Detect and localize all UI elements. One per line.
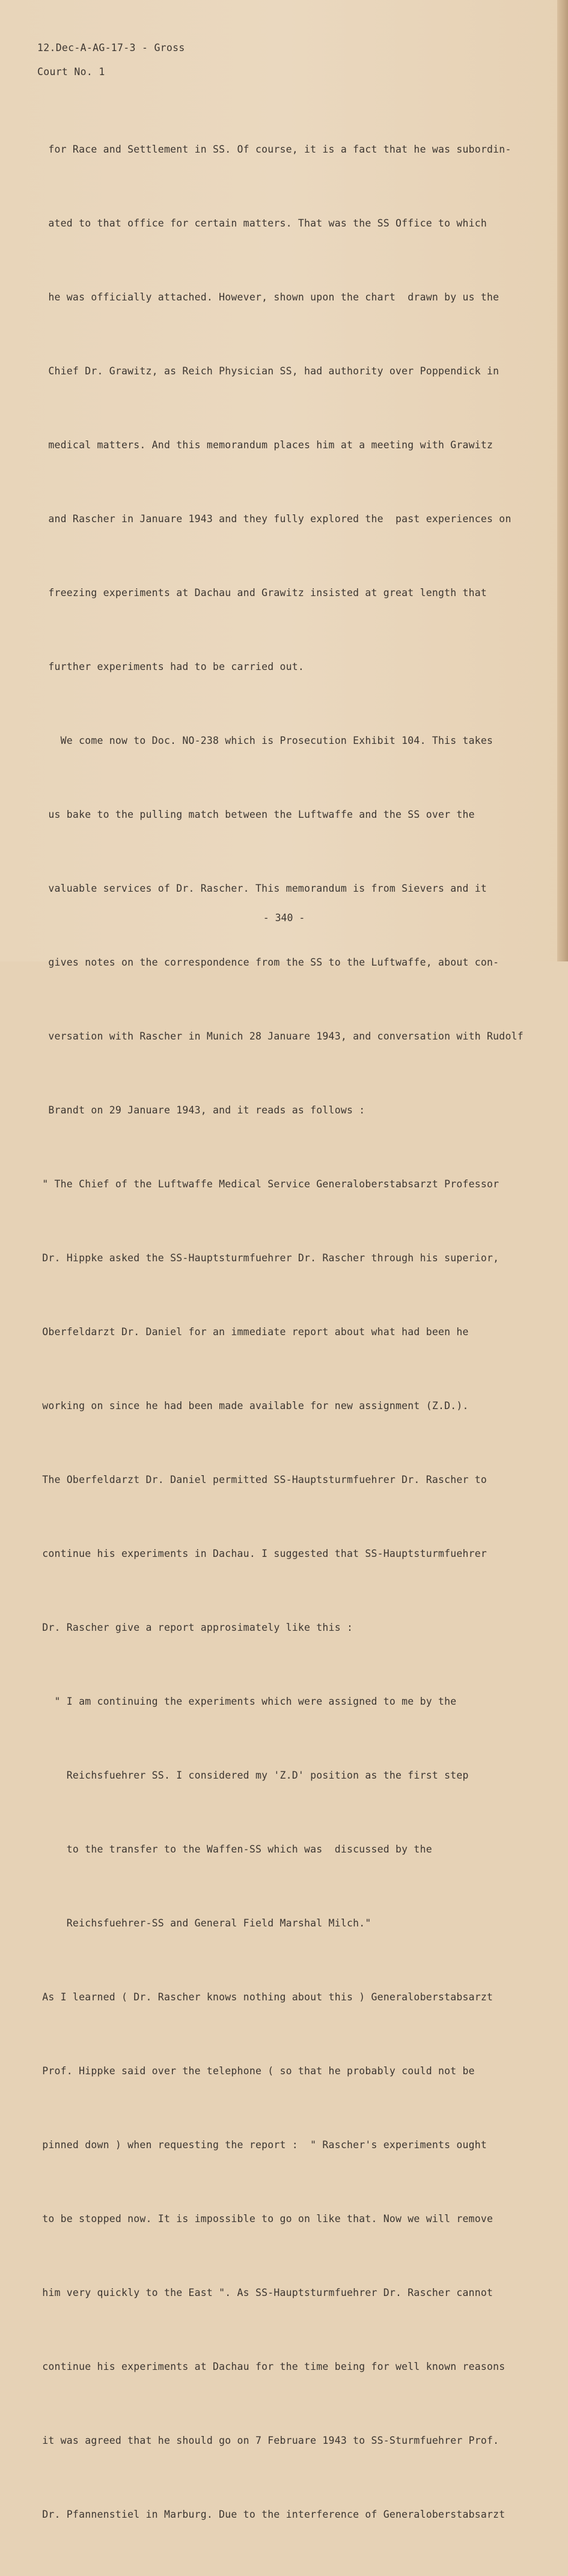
- text-line: freezing experiments at Dachau and Grawitz insisted at great length that: [30, 587, 487, 598]
- text-line: Dr. Pfannenstiel in Marburg. Due to the interference of Generaloberstabsarzt: [30, 2509, 505, 2520]
- text-line: further experiments had to be carried out.: [30, 661, 305, 672]
- text-line: him very quickly to the East ". As SS-Hauptsturmfuehrer Dr. Rascher cannot: [30, 2287, 493, 2298]
- page-number: - 340 -: [263, 912, 305, 924]
- text-line: valuable services of Dr. Rascher. This memorandum is from Sievers and it: [30, 883, 487, 894]
- text-line: and Rascher in Januare 1943 and they fully explored the past experiences on: [30, 513, 512, 525]
- text-line: us bake to the pulling match between the Luftwaffe and the SS over the: [30, 809, 475, 820]
- text-line: " I am continuing the experiments which were assigned to me by the: [30, 1696, 457, 1707]
- text-line: As I learned ( Dr. Rascher knows nothing about this ) Generaloberstabsarzt: [30, 1991, 493, 2003]
- text-line: Reichsfuehrer-SS and General Field Marshal Milch.": [30, 1917, 371, 1929]
- text-line: he was officially attached. However, shown upon the chart drawn by us the: [30, 291, 499, 303]
- text-line: continue his experiments in Dachau. I suggested that SS-Hauptsturmfuehrer: [30, 1548, 487, 1559]
- text-line: it was agreed that he should go on 7 Februare 1943 to SS-Sturmfuehrer Prof.: [30, 2435, 499, 2446]
- body-text: [30, 88, 523, 2576]
- text-line: Dr. Rascher give a report approsimately like this :: [30, 1622, 353, 1633]
- text-line: gives notes on the correspondence from the SS to the Luftwaffe, about con-: [30, 957, 499, 968]
- text-line: Dr. Hippke asked the SS-Hauptsturmfuehrer Dr. Rascher through his superior,: [30, 1252, 499, 1264]
- page-edge: [557, 0, 568, 961]
- text-line: Brandt on 29 Januare 1943, and it reads as follows :: [30, 1104, 365, 1116]
- text-line: Prof. Hippke said over the telephone ( so that he probably could not be: [30, 2065, 475, 2077]
- text-line: versation with Rascher in Munich 28 Januare 1943, and conversation with Rudolf: [30, 1031, 524, 1042]
- text-line: to the transfer to the Waffen-SS which was discussed by the: [30, 1844, 432, 1855]
- text-line: to be stopped now. It is impossible to go on like that. Now we will remove: [30, 2213, 493, 2224]
- text-line: medical matters. And this memorandum places him at a meeting with Grawitz: [30, 439, 493, 451]
- text-line: Reichsfuehrer SS. I considered my 'Z.D' position as the first step: [30, 1770, 469, 1781]
- text-line: The Oberfeldarzt Dr. Daniel permitted SS-Hauptsturmfuehrer Dr. Rascher to: [30, 1474, 487, 1485]
- court-label: Court No. 1: [37, 66, 105, 78]
- text-line: ated to that office for certain matters. That was the SS Office to which: [30, 218, 487, 229]
- text-line: pinned down ) when requesting the report : " Rascher's experiments ought: [30, 2139, 487, 2151]
- text-line: Chief Dr. Grawitz, as Reich Physician SS, had authority over Poppendick in: [30, 365, 499, 377]
- text-line: Oberfeldarzt Dr. Daniel for an immediate report about what had been he: [30, 1326, 469, 1338]
- text-line: continue his experiments at Dachau for the time being for well known reasons: [30, 2361, 505, 2372]
- document-id: 12.Dec-A-AG-17-3 - Gross: [37, 42, 185, 53]
- text-line: We come now to Doc. NO-238 which is Prosecution Exhibit 104. This takes: [30, 735, 493, 746]
- text-line: working on since he had been made available for new assignment (Z.D.).: [30, 1400, 469, 1411]
- text-line: for Race and Settlement in SS. Of course, it is a fact that he was subordin-: [30, 144, 512, 155]
- text-line: " The Chief of the Luftwaffe Medical Service Generaloberstabsarzt Professor: [30, 1178, 499, 1190]
